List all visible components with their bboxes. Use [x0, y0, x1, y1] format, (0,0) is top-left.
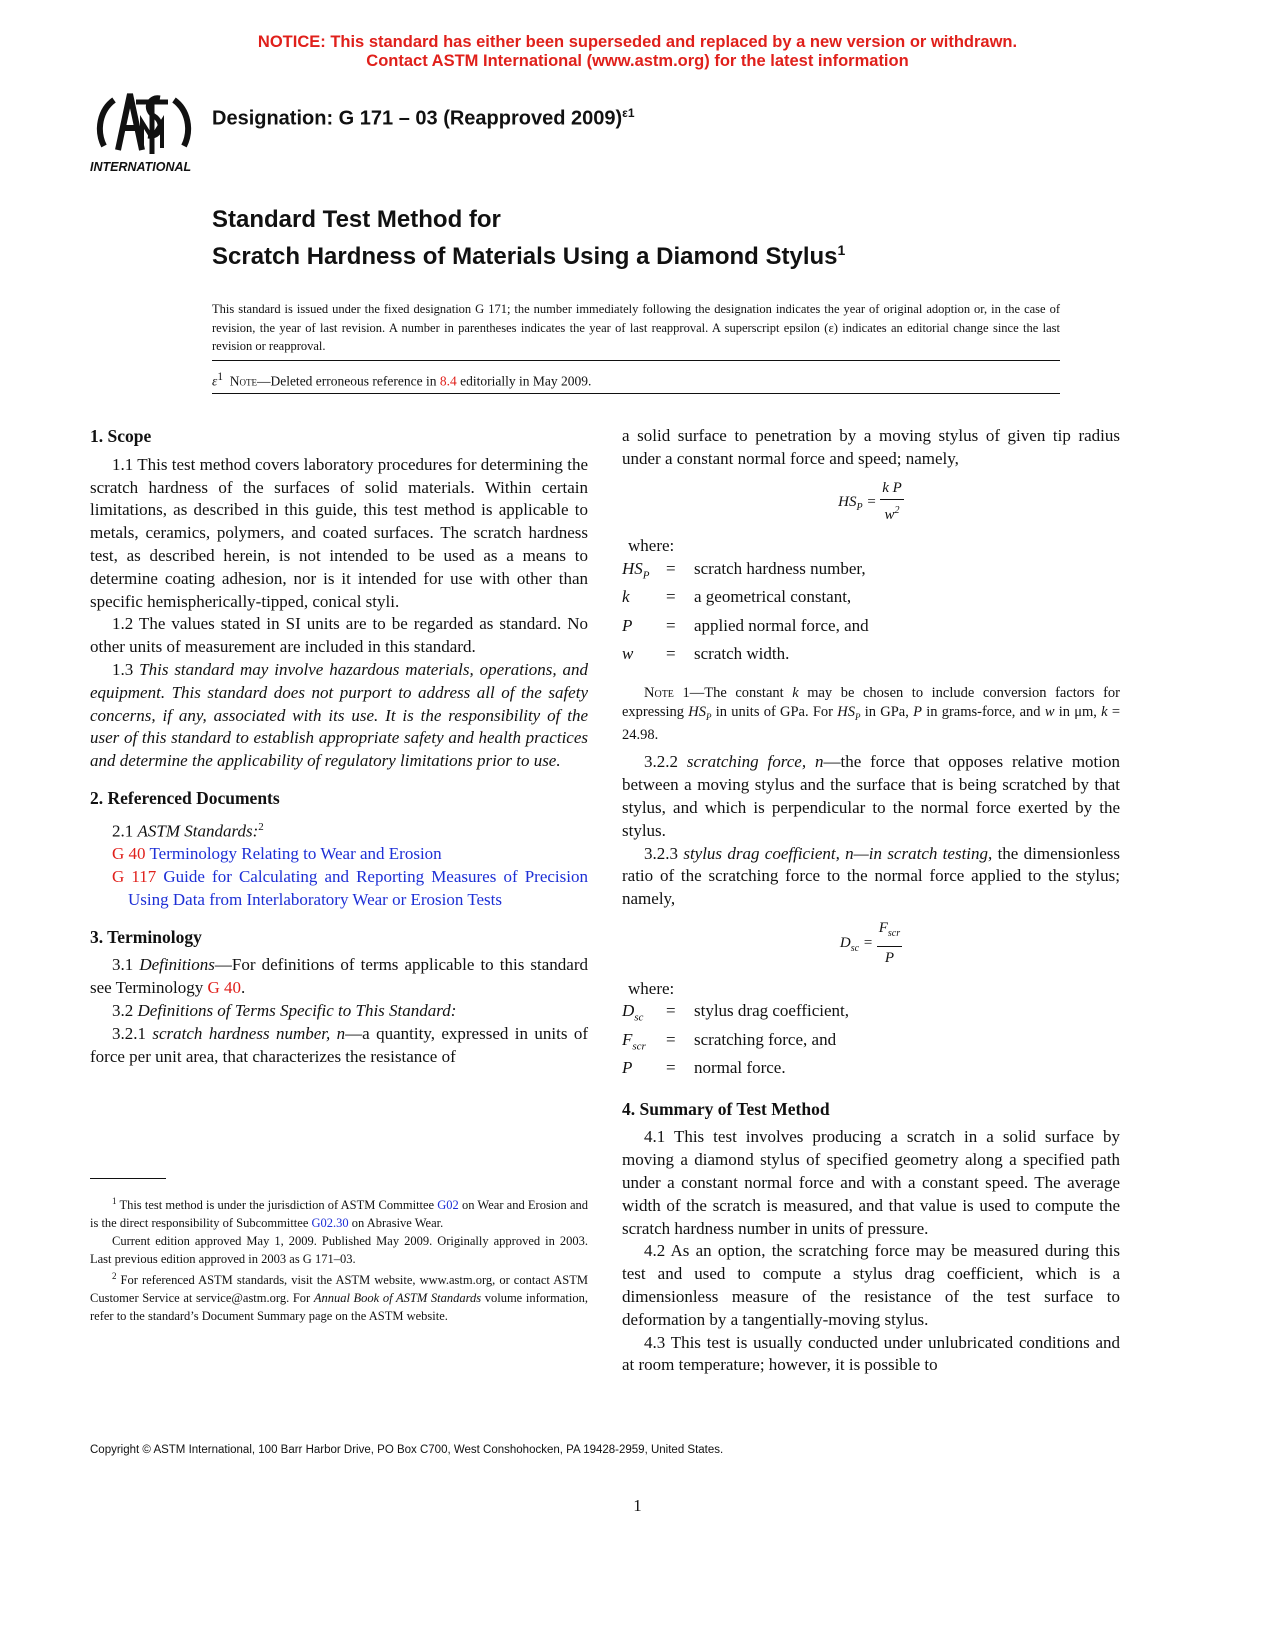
notice-line-1: NOTICE: This standard has either been superseded and replaced by a new version or withdrawn. — [257, 33, 1018, 51]
editorial-note — [212, 371, 1060, 390]
para-3-2-2-term: scratching force, n — [686, 752, 824, 772]
note-1-e: in grams-force, and — [921, 703, 1045, 720]
link-g02-30[interactable]: G02.30 — [311, 1215, 349, 1230]
section-2-heading: 2. Referenced Documents — [90, 787, 280, 808]
ref-g117[interactable] — [90, 866, 588, 912]
para-2-1-text: ASTM Standards: — [137, 821, 259, 841]
variable-row — [622, 615, 869, 643]
variable-symbol-sub: sc — [634, 1011, 644, 1024]
para-2-1 — [90, 816, 588, 843]
para-3-2-1 — [90, 1023, 588, 1069]
variable-row — [622, 1029, 849, 1057]
logo-caption: INTERNATIONAL — [90, 160, 192, 174]
variable-symbol — [622, 558, 666, 586]
para-3-2-3-term: stylus drag coefficient, n—in scratch testing, — [683, 843, 993, 863]
eq1-den-w: w — [884, 507, 895, 524]
note-1-d: in GPa, — [860, 703, 914, 720]
para-1-3-text: This standard may involve hazardous materials, operations, and equipment. This standard does not purport to address all of the safety concerns, if any, associated with its use. It is the responsibility of the user of this standard to establish appropriate safety and health practices and determine the applicability of regulatory limitations prior to use. — [90, 659, 589, 771]
eq2-denominator: P — [884, 949, 894, 966]
eq1-den-sup: 2 — [894, 505, 900, 517]
para-1-3-num: 1.3 — [112, 659, 140, 679]
equals-sign: = — [666, 615, 676, 635]
where-label-2: where: — [628, 978, 675, 998]
para-2-1-sup: 2 — [258, 820, 264, 833]
para-3-1-num: 3.1 — [112, 955, 140, 975]
note-1-p: P — [913, 703, 922, 720]
variable-symbol — [622, 1000, 666, 1028]
equation-dsc: $D_{sc}$ = $\frac{F_{scr}}{P}$ — [622, 917, 1120, 970]
left-column — [90, 425, 588, 1068]
footnote-2 — [90, 1268, 588, 1326]
para-3-2 — [90, 1000, 588, 1023]
variable-symbol — [622, 1029, 666, 1057]
para-3-2-3-text: the dimensionless ratio of the scratching force to the normal force applied to the stylus; namely, — [622, 843, 1120, 909]
para-1-2: 1.2 The values stated in SI units are to be regarded as standard. No other units of measurement are included in this standard. — [90, 614, 588, 657]
para-3-2-3-num: 3.2.3 — [644, 843, 684, 863]
equals-sign: = — [666, 558, 676, 578]
footnote-1-sup: 1 — [112, 1196, 117, 1206]
eq2-numerator — [877, 917, 902, 947]
designation-text: Designation: G 171 – 03 (Reapproved 2009) — [212, 107, 623, 130]
variable-description: scratching force, and — [694, 1029, 837, 1049]
variable-row — [622, 1000, 849, 1028]
variable-symbol-text: P — [622, 1058, 633, 1078]
document-title — [212, 205, 845, 272]
para-3-2-1-term: scratch hardness number, n — [152, 1023, 346, 1043]
note-1-f: in μm, — [1054, 703, 1102, 720]
para-3-1 — [90, 954, 588, 1000]
para-3-1-text: —For definitions of terms applicable to this standard see Terminology — [90, 955, 588, 998]
ref-g40[interactable] — [90, 843, 588, 866]
variable-symbol-sub: scr — [632, 1040, 646, 1053]
footnote-2-a: For referenced ASTM standards, visit the ASTM website, www.astm.org, or contact ASTM Customer Service at service@astm.org. For — [90, 1273, 588, 1306]
para-3-2-2-text: —the force that opposes relative motion between a moving stylus and the surface that is being scratched by that stylus, and which is perpendicular to the normal force exerted by the stylus. — [622, 752, 1120, 840]
where-label-1: where: — [628, 536, 675, 556]
variable-symbol — [622, 615, 666, 643]
variable-symbol-text: w — [622, 644, 634, 664]
para-3-1-end: . — [241, 978, 246, 998]
title-footnote-ref: 1 — [837, 242, 846, 258]
note-1-hs-sub: P — [706, 711, 712, 722]
variable-symbol-text: HS — [622, 558, 643, 578]
para-4-3: 4.3 This test is usually conducted under unlubricated conditions and at room temperature; however, it is possible to — [622, 1332, 1120, 1375]
variable-symbol — [622, 1057, 666, 1085]
variable-row — [622, 586, 869, 614]
ref-g40-code[interactable]: G 40 — [112, 844, 146, 864]
footnote-1-a: This test method is under the jurisdiction of ASTM Committee — [116, 1198, 438, 1213]
para-3-2-1-num: 3.2.1 — [112, 1023, 153, 1043]
variable-symbol-text: D — [622, 1001, 635, 1021]
variable-symbol-text: F — [622, 1029, 633, 1049]
para-3-2-1-continued: a solid surface to penetration by a moving stylus of given tip radius under a constant normal force and speed; namely, — [622, 426, 1120, 468]
eq2-lhs-sub: sc — [850, 943, 860, 955]
designation — [212, 106, 635, 131]
copyright-line: Copyright © ASTM International, 100 Barr Harbor Drive, PO Box C700, West Conshohocken, PA 19428-2959, United States. — [90, 1444, 724, 1456]
note-1-b: may be chosen to include conversion factors for expressing — [622, 684, 1120, 720]
designation-epsilon: ε1 — [622, 106, 635, 120]
epsilon-symbol: ε — [212, 373, 218, 389]
link-g02[interactable]: G02 — [437, 1198, 459, 1213]
note-1-hs-sub-2: P — [854, 711, 861, 722]
section-1-heading: 1. Scope — [90, 426, 152, 446]
eq1-lhs-sub: P — [856, 501, 863, 513]
page-number: 1 — [633, 1496, 642, 1515]
eq2-fraction — [877, 917, 902, 970]
right-column — [622, 425, 1120, 1377]
variable-symbol-text: k — [622, 587, 630, 607]
section-4-heading: 4. Summary of Test Method — [622, 1098, 830, 1119]
para-3-1-term: Definitions — [139, 955, 215, 975]
para-3-2-text: Definitions of Terms Specific to This Standard: — [137, 1000, 457, 1020]
footnote-2-sup: 2 — [112, 1271, 117, 1282]
variable-row — [622, 643, 869, 671]
note-1-w: w — [1044, 703, 1055, 720]
header-divider — [212, 393, 1060, 394]
notice-line-2: Contact ASTM International (www.astm.org) for the latest information — [366, 52, 909, 70]
footnote-2-b: volume information, refer to the standard’s Document Summary page on the ASTM website. — [90, 1291, 588, 1324]
variable-row — [622, 558, 869, 586]
ref-link-8-4[interactable]: 8.4 — [439, 373, 457, 389]
footnote-1 — [90, 1193, 588, 1233]
section-3-heading: 3. Terminology — [90, 926, 202, 947]
note-1 — [622, 684, 1120, 746]
footnote-1-edition: Current edition approved May 1, 2009. Published May 2009. Originally approved in 2003. Last previous edition approved in 2003 as G 171–03. — [90, 1233, 588, 1266]
variable-description: scratch hardness number, — [694, 558, 866, 578]
note-text-post: editorially in May 2009. — [456, 373, 592, 389]
para-3-2-3 — [622, 843, 1120, 911]
para-3-2-2 — [622, 751, 1120, 842]
para-4-1: 4.1 This test involves producing a scratch in a solid surface by moving a diamond stylus of specified geometry along a specified path under a constant normal force and with a constant speed. The average width of the scratch is measured, and that value is used to compute the scratch hardness number in units of pressure. — [622, 1127, 1120, 1238]
astm-logo-mark — [90, 88, 198, 183]
eq1-lhs: HS — [838, 493, 857, 510]
para-4-2: 4.2 As an option, the scratching force may be measured during this test and used to compute a stylus drag coefficient, which is a dimensionless measure of the resistance of the test surface to deformation by a tangentially-moving stylus. — [622, 1241, 1120, 1329]
para-3-2-1-text: —a quantity, expressed in units of force per unit area, that characterizes the resistance of — [90, 1023, 588, 1066]
note-label: Note — [229, 373, 257, 389]
footnotes — [90, 1193, 588, 1326]
equals-sign: = — [666, 1001, 676, 1021]
equation-hsp: $HS_P$ = $\frac{\text{k P}}{w^2}$ — [622, 477, 1120, 528]
footnote-2-italic: Annual Book of ASTM Standards — [313, 1291, 482, 1306]
ref-link-g40[interactable]: G 40 — [207, 978, 242, 998]
footnote-1-b: on Wear and Erosion and is the direct responsibility of Subcommittee — [90, 1198, 588, 1230]
note-1-hs: HS — [688, 703, 706, 720]
eq2-num-f: F — [878, 920, 888, 937]
equals-sign: = — [666, 587, 676, 607]
ref-g117-code[interactable]: G 117 — [112, 867, 157, 886]
eq2-lhs: D — [839, 935, 851, 952]
variable-symbol — [622, 586, 666, 614]
note-1-k: k — [792, 684, 799, 701]
para-3-2-2-num: 3.2.2 — [644, 752, 687, 772]
footnote-divider — [90, 1178, 166, 1179]
variable-symbol-text: P — [622, 615, 633, 635]
eq2-num-sub: scr — [887, 928, 901, 940]
para-2-1-num: 2.1 — [112, 821, 138, 841]
note-text-pre: —Deleted erroneous reference in — [256, 373, 440, 389]
equals-sign: = — [666, 644, 676, 664]
ref-g117-title[interactable]: Guide for Calculating and Reporting Measures of Precision Using Data from Interlaboratory Wear or Erosion Tests — [128, 867, 588, 909]
title-line-2: Scratch Hardness of Materials Using a Diamond Stylus — [212, 243, 838, 270]
note-1-label: Note — [644, 684, 674, 701]
para-3-2-num: 3.2 — [112, 1000, 138, 1020]
variable-description: scratch width. — [694, 644, 790, 664]
footnote-1-c: on Abrasive Wear. — [348, 1215, 444, 1230]
note-1-g: = 24.98. — [622, 703, 1121, 744]
title-line-1: Standard Test Method for — [212, 206, 501, 233]
eq1-fraction — [880, 477, 904, 528]
eq1-numerator: k P — [880, 477, 904, 501]
note-1-hs-2: HS — [837, 703, 855, 720]
equals-sign: = — [666, 1058, 676, 1078]
para-1-1: 1.1 This test method covers laboratory procedures for determining the scratch hardness of the surfaces of solid materials. Within certain limitations, as described in this guide, this test method is applicable to metals, ceramics, polymers, and coated surfaces. The scratch hardness test, as described herein, is not intended to be used as a means to determine coating adhesion, nor is it intended for use with other than specific hemispherically-tipped, conical styli. — [90, 454, 588, 611]
variable-symbol-sub: P — [642, 569, 650, 582]
note-1-num: 1 — [673, 684, 690, 701]
eq1-denominator — [880, 500, 904, 527]
equals-sign: = — [666, 1029, 676, 1049]
variable-description: a geometrical constant, — [694, 587, 852, 607]
variable-row — [622, 1057, 849, 1085]
variable-description: stylus drag coefficient, — [694, 1001, 850, 1021]
preamble-divider — [212, 360, 1060, 361]
variables-table-1 — [622, 558, 869, 672]
variable-description: applied normal force, and — [694, 615, 869, 635]
variable-symbol — [622, 643, 666, 671]
para-1-3 — [90, 659, 588, 773]
supersession-notice — [0, 33, 1275, 71]
variables-table-2 — [622, 1000, 849, 1085]
astm-logo — [90, 88, 198, 183]
note-1-c: in units of GPa. For — [711, 703, 838, 720]
variable-description: normal force. — [694, 1058, 786, 1078]
note-1-a: —The constant — [689, 684, 793, 701]
epsilon-sup: 1 — [217, 371, 223, 383]
preamble: This standard is issued under the fixed designation G 171; the number immediately following the designation indicates the year of original adoption or, in the case of revision, the year of last revision. A number in parentheses indicates the year of last reapproval. A superscript epsilon (ε) indicates an editorial change since the last revision or reapproval. — [212, 302, 1060, 353]
note-1-k-2: k — [1101, 703, 1108, 720]
ref-g40-title[interactable]: Terminology Relating to Wear and Erosion — [145, 844, 442, 864]
